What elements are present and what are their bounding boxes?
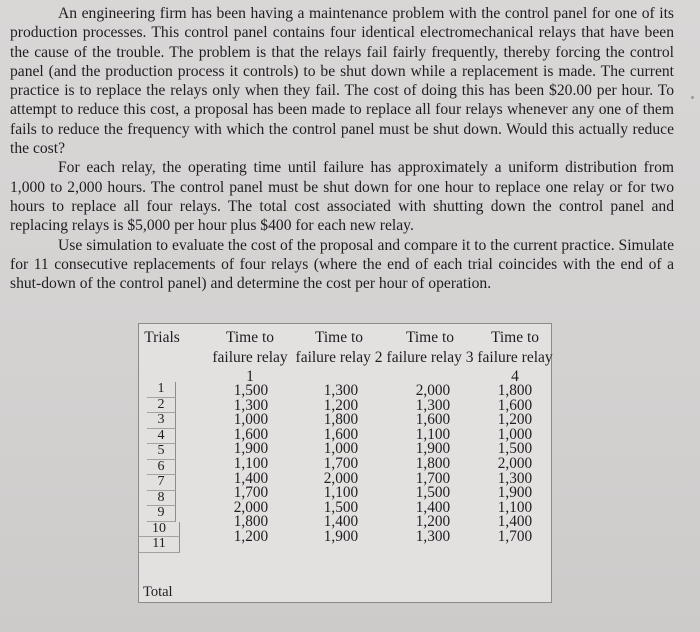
relay-1-value: 1,400: [233, 469, 269, 487]
trials-column: [139, 382, 187, 553]
relay-4-value: 1,800: [497, 382, 533, 399]
relay-4-value: 1,000: [497, 425, 533, 443]
problem-statement: [10, 4, 674, 293]
trial-number: 8: [147, 491, 176, 507]
trial-number: 1: [147, 382, 176, 398]
relay-2-value: 1,100: [323, 484, 359, 502]
header-relay-2: Time to failure relay 2: [295, 329, 383, 366]
trial-number: 2: [147, 398, 176, 414]
trial-number: 3: [147, 413, 176, 429]
relay-4-value: 1,300: [497, 469, 533, 487]
relay-3-value: 1,600: [415, 411, 451, 429]
relay-2-value: 1,500: [323, 498, 359, 516]
relay-4-value: 2,000: [497, 454, 533, 472]
relay-1-value: 2,000: [233, 498, 269, 516]
trial-number: 4: [147, 429, 176, 445]
relay-1-value: 1,300: [233, 396, 269, 414]
relay-4-value: 1,500: [497, 440, 533, 458]
header-trials: Trials: [144, 329, 180, 346]
relay-2-value: 1,800: [323, 411, 359, 429]
relay-1-value: 1,100: [233, 454, 269, 472]
relay-4-value: 1,900: [497, 484, 533, 502]
trial-number: 6: [147, 460, 176, 476]
relay-4-column: [489, 384, 541, 545]
relay-4-value: 1,600: [497, 396, 533, 414]
relay-1-value: 1,900: [233, 440, 269, 458]
header-relay-4: Time to failure relay 4: [477, 329, 553, 385]
paragraph-intro: An engineering firm has been having a maintenance problem with the control panel for one of its production processes. This control panel contains four identical electromechanical relays that have been the cause of the trouble. The problem is that the relays fail fairly frequently, thereby forcing the control panel (and the production process it controls) to be shut down while a replacement is made. The current practice is to replace the relays only when they fail. The cost of doing this has been $20.00 per hour. To attempt to reduce this cost, a proposal has been made to replace all four relays whenever any one of them fails to reduce the frequency with which the control panel must be shut down. Would this actually reduce the cost?: [10, 5, 674, 158]
trial-number: 11: [139, 537, 180, 553]
relay-3-column: [407, 384, 459, 545]
relay-3-value: 1,700: [415, 469, 451, 487]
relay-1-value: 1,600: [233, 425, 269, 443]
header-relay-1: Time to failure relay 1: [212, 329, 288, 385]
relay-3-value: 1,400: [415, 498, 451, 516]
trial-number: 10: [139, 522, 180, 538]
relay-2-value: 1,300: [323, 382, 359, 399]
relay-1-value: 1,700: [233, 484, 269, 502]
relay-4-value: 1,400: [497, 513, 533, 531]
relay-2-value: 1,900: [323, 527, 359, 545]
relay-4-value: 1,700: [497, 527, 533, 545]
speck-mark: [691, 96, 694, 99]
relay-3-value: 1,300: [415, 396, 451, 414]
relay-3-value: 1,300: [415, 527, 451, 545]
total-label: Total: [143, 584, 173, 600]
relay-3-value: 2,000: [415, 382, 451, 399]
trial-number: 5: [147, 444, 176, 460]
paragraph-task: Use simulation to evaluate the cost of the proposal and compare it to the current practice. Simulate for 11 consecutive replacements of four relays (where the end of each trial coincides with the end of a shut-down of the control panel) and determine the cost per hour of operation.: [10, 236, 674, 293]
relay-2-value: 1,000: [323, 440, 359, 458]
relay-3-value: 1,200: [415, 513, 451, 531]
relay-2-value: 2,000: [323, 469, 359, 487]
relay-4-value: 1,200: [497, 411, 533, 429]
header-relay-3: Time to failure relay 3: [386, 329, 474, 366]
trial-number: 7: [147, 475, 176, 491]
relay-1-column: [225, 384, 277, 545]
relay-2-value: 1,700: [323, 454, 359, 472]
paragraph-distribution: For each relay, the operating time until failure has approximately a uniform distribution from 1,000 to 2,000 hours. The control panel must be shut down for one hour to replace one relay or for two hours to replace all four relays. The total cost associated with shutting down the control panel and replacing relays is $5,000 per hour plus $400 for each new relay.: [10, 159, 674, 235]
relay-3-value: 1,800: [415, 454, 451, 472]
relay-3-value: 1,100: [415, 425, 451, 443]
relay-1-value: 1,200: [233, 527, 269, 545]
relay-3-value: 1,900: [415, 440, 451, 458]
relay-1-value: 1,500: [233, 382, 269, 399]
relay-1-value: 1,800: [233, 513, 269, 531]
relay-2-value: 1,400: [323, 513, 359, 531]
relay-4-value: 1,100: [497, 498, 533, 516]
relay-2-value: 1,600: [323, 425, 359, 443]
relay-1-value: 1,000: [233, 411, 269, 429]
relay-failure-table: [138, 323, 552, 603]
relay-3-value: 1,500: [415, 484, 451, 502]
relay-2-column: [315, 384, 367, 545]
trial-number: 9: [147, 506, 176, 522]
relay-2-value: 1,200: [323, 396, 359, 414]
